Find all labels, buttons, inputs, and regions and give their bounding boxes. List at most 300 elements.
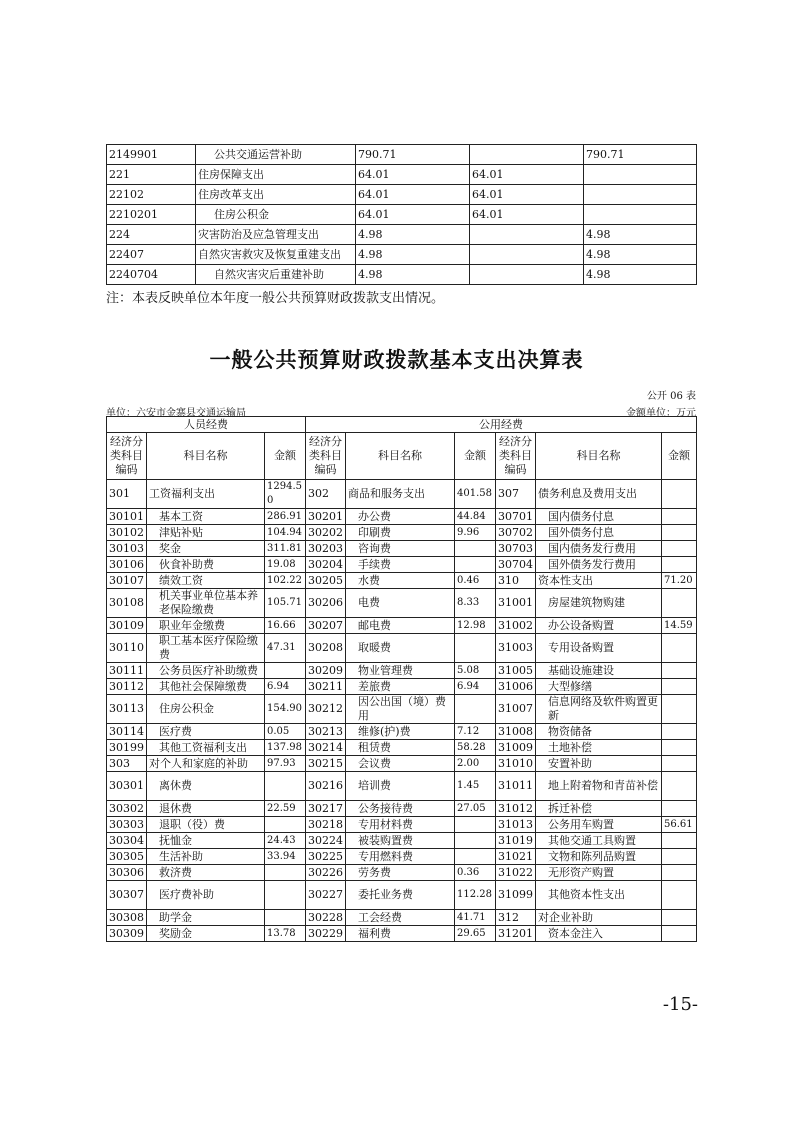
code-cell: 30102 (107, 525, 147, 541)
code-cell: 30202 (306, 525, 346, 541)
table-row (107, 740, 697, 756)
code-cell: 30112 (107, 679, 147, 695)
code-cell: 301 (107, 480, 147, 509)
name-cell: 住房公积金 (196, 205, 356, 225)
amount-cell: 401.58 (455, 480, 496, 509)
amount-cell (662, 910, 697, 926)
name-cell: 工会经费 (346, 910, 455, 926)
code-cell: 31010 (496, 756, 536, 772)
amount-cell: 97.93 (265, 756, 306, 772)
code-cell: 30308 (107, 910, 147, 926)
amount-cell: 5.08 (455, 663, 496, 679)
code-cell: 31008 (496, 724, 536, 740)
table-row (107, 679, 697, 695)
code-cell: 31011 (496, 772, 536, 801)
code-cell: 224 (107, 225, 196, 245)
amount-cell: 64.01 (470, 185, 584, 205)
table-row (107, 509, 697, 525)
name-cell: 被装购置费 (346, 833, 455, 849)
amount-cell: 7.12 (455, 724, 496, 740)
amount-cell (662, 756, 697, 772)
name-cell: 退职（役）费 (147, 817, 265, 833)
name-cell: 国外债务发行费用 (536, 557, 662, 573)
code-cell: 30101 (107, 509, 147, 525)
amount-cell (470, 145, 584, 165)
code-cell: 31007 (496, 695, 536, 724)
top-expenditure-table (106, 144, 697, 285)
code-cell: 30225 (306, 849, 346, 865)
amount-cell: 137.98 (265, 740, 306, 756)
amount-cell: 2.00 (455, 756, 496, 772)
name-cell: 医疗费 (147, 724, 265, 740)
name-cell: 奖金 (147, 541, 265, 557)
amount-cell: 790.71 (356, 145, 470, 165)
amount-cell (455, 541, 496, 557)
name-cell: 物业管理费 (346, 663, 455, 679)
amount-cell: 19.08 (265, 557, 306, 573)
code-cell: 31009 (496, 740, 536, 756)
amount-cell (662, 525, 697, 541)
amount-cell (662, 724, 697, 740)
amount-cell: 6.94 (455, 679, 496, 695)
amount-cell (470, 225, 584, 245)
name-cell: 灾害防治及应急管理支出 (196, 225, 356, 245)
code-cell: 30107 (107, 573, 147, 589)
name-cell: 离休费 (147, 772, 265, 801)
amount-cell (662, 865, 697, 881)
name-cell: 国内债务付息 (536, 509, 662, 525)
table-row (107, 634, 697, 663)
amount-cell: 56.61 (662, 817, 697, 833)
table-row (107, 265, 697, 285)
table-row (107, 833, 697, 849)
name-cell: 劳务费 (346, 865, 455, 881)
table-row (107, 185, 697, 205)
table-row (107, 865, 697, 881)
name-cell: 咨询费 (346, 541, 455, 557)
amount-cell: 0.36 (455, 865, 496, 881)
amount-cell: 4.98 (356, 225, 470, 245)
name-cell: 公务用车购置 (536, 817, 662, 833)
table-row (107, 756, 697, 772)
amount-cell (662, 926, 697, 942)
amount-cell: 105.71 (265, 589, 306, 618)
amount-cell: 24.43 (265, 833, 306, 849)
amount-cell (455, 817, 496, 833)
name-cell: 手续费 (346, 557, 455, 573)
amount-cell: 47.31 (265, 634, 306, 663)
amount-cell: 0.05 (265, 724, 306, 740)
name-cell: 其他交通工具购置 (536, 833, 662, 849)
code-cell: 31099 (496, 881, 536, 910)
amount-cell: 64.01 (356, 165, 470, 185)
amount-cell: 29.65 (455, 926, 496, 942)
amount-cell: 44.84 (455, 509, 496, 525)
name-cell: 无形资产购置 (536, 865, 662, 881)
code-cell: 31012 (496, 801, 536, 817)
amount-cell: 1.45 (455, 772, 496, 801)
name-cell: 因公出国（境）费用 (346, 695, 455, 724)
code-cell: 307 (496, 480, 536, 509)
amount-cell: 12.98 (455, 618, 496, 634)
name-cell: 委托业务费 (346, 881, 455, 910)
table-row (107, 663, 697, 679)
code-cell: 30208 (306, 634, 346, 663)
amount-cell (470, 265, 584, 285)
amount-cell (455, 833, 496, 849)
name-cell: 邮电费 (346, 618, 455, 634)
amount-cell (662, 634, 697, 663)
name-cell: 拆迁补偿 (536, 801, 662, 817)
code-cell: 30218 (306, 817, 346, 833)
group-public-header: 公用经费 (306, 417, 697, 433)
code-cell: 31001 (496, 589, 536, 618)
name-cell: 资本性支出 (536, 573, 662, 589)
amount-cell: 27.05 (455, 801, 496, 817)
name-cell: 其他社会保障缴费 (147, 679, 265, 695)
amount-cell (584, 185, 697, 205)
table-row (107, 926, 697, 942)
code-cell: 30109 (107, 618, 147, 634)
col-amount-header: 金额 (455, 433, 496, 480)
code-cell: 31022 (496, 865, 536, 881)
amount-cell: 64.01 (470, 205, 584, 225)
amount-cell: 4.98 (584, 265, 697, 285)
code-cell: 30209 (306, 663, 346, 679)
col-amount-header: 金额 (662, 433, 697, 480)
code-cell: 30217 (306, 801, 346, 817)
code-cell: 30704 (496, 557, 536, 573)
group-personnel-header: 人员经费 (107, 417, 306, 433)
amount-cell (662, 589, 697, 618)
col-name-header: 科目名称 (346, 433, 455, 480)
amount-cell (662, 663, 697, 679)
amount-cell (265, 817, 306, 833)
name-cell: 大型修缮 (536, 679, 662, 695)
amount-cell (662, 541, 697, 557)
amount-cell: 102.22 (265, 573, 306, 589)
name-cell: 自然灾害救灾及恢复重建支出 (196, 245, 356, 265)
amount-cell (455, 849, 496, 865)
amount-cell: 13.78 (265, 926, 306, 942)
amount-cell: 4.98 (356, 245, 470, 265)
name-cell: 机关事业单位基本养老保险缴费 (147, 589, 265, 618)
code-cell: 22407 (107, 245, 196, 265)
name-cell: 对企业补助 (536, 910, 662, 926)
col-name-header: 科目名称 (147, 433, 265, 480)
amount-cell: 22.59 (265, 801, 306, 817)
col-code-header: 经济分类科目编码 (496, 433, 536, 480)
name-cell: 其他资本性支出 (536, 881, 662, 910)
code-cell: 30309 (107, 926, 147, 942)
code-cell: 31005 (496, 663, 536, 679)
name-cell: 基本工资 (147, 509, 265, 525)
code-cell: 30226 (306, 865, 346, 881)
amount-cell: 64.01 (470, 165, 584, 185)
code-cell: 30701 (496, 509, 536, 525)
amount-cell: 64.01 (356, 185, 470, 205)
code-cell: 30306 (107, 865, 147, 881)
amount-unit-label: 金额单位：万元 (626, 408, 696, 419)
amount-cell (662, 557, 697, 573)
code-cell: 303 (107, 756, 147, 772)
col-name-header: 科目名称 (536, 433, 662, 480)
code-cell: 30305 (107, 849, 147, 865)
name-cell: 福利费 (346, 926, 455, 942)
code-cell: 30213 (306, 724, 346, 740)
name-cell: 住房改革支出 (196, 185, 356, 205)
code-cell: 30307 (107, 881, 147, 910)
table-row (107, 165, 697, 185)
table-row (107, 849, 697, 865)
code-cell: 30114 (107, 724, 147, 740)
name-cell: 工资福利支出 (147, 480, 265, 509)
col-code-header: 经济分类科目编码 (107, 433, 147, 480)
code-cell: 30303 (107, 817, 147, 833)
name-cell: 国外债务付息 (536, 525, 662, 541)
table-row (107, 205, 697, 225)
name-cell: 公共交通运营补助 (196, 145, 356, 165)
name-cell: 国内债务发行费用 (536, 541, 662, 557)
name-cell: 伙食补助费 (147, 557, 265, 573)
amount-cell: 33.94 (265, 849, 306, 865)
amount-cell (584, 205, 697, 225)
name-cell: 职业年金缴费 (147, 618, 265, 634)
code-cell: 31006 (496, 679, 536, 695)
table-row (107, 724, 697, 740)
name-cell: 信息网络及软件购置更新 (536, 695, 662, 724)
code-cell: 30302 (107, 801, 147, 817)
name-cell: 绩效工资 (147, 573, 265, 589)
name-cell: 安置补助 (536, 756, 662, 772)
amount-cell: 154.90 (265, 695, 306, 724)
amount-cell (265, 910, 306, 926)
code-cell: 31201 (496, 926, 536, 942)
amount-cell (265, 772, 306, 801)
amount-cell: 4.98 (584, 225, 697, 245)
code-cell: 30106 (107, 557, 147, 573)
amount-cell: 1294.50 (265, 480, 306, 509)
code-cell: 30207 (306, 618, 346, 634)
table-row (107, 695, 697, 724)
code-cell: 30111 (107, 663, 147, 679)
table-row (107, 881, 697, 910)
code-cell: 30211 (306, 679, 346, 695)
table-row (107, 817, 697, 833)
amount-cell (662, 695, 697, 724)
code-cell: 30229 (306, 926, 346, 942)
code-cell: 302 (306, 480, 346, 509)
name-cell: 办公设备购置 (536, 618, 662, 634)
name-cell: 职工基本医疗保险缴费 (147, 634, 265, 663)
code-cell: 30212 (306, 695, 346, 724)
amount-cell: 6.94 (265, 679, 306, 695)
table-row (107, 145, 697, 165)
name-cell: 会议费 (346, 756, 455, 772)
name-cell: 专用燃料费 (346, 849, 455, 865)
table-row (107, 801, 697, 817)
code-cell: 30227 (306, 881, 346, 910)
amount-cell (455, 557, 496, 573)
form-number: 公开 06 表 (646, 391, 696, 402)
amount-cell: 58.28 (455, 740, 496, 756)
amount-cell: 41.71 (455, 910, 496, 926)
code-cell: 310 (496, 573, 536, 589)
name-cell: 自然灾害灾后重建补助 (196, 265, 356, 285)
code-cell: 30215 (306, 756, 346, 772)
table-row (107, 910, 697, 926)
page-number: -15- (662, 994, 698, 1015)
code-cell: 30702 (496, 525, 536, 541)
name-cell: 其他工资福利支出 (147, 740, 265, 756)
code-cell: 30301 (107, 772, 147, 801)
table-row (107, 225, 697, 245)
table-row (107, 573, 697, 589)
amount-cell (265, 881, 306, 910)
name-cell: 公务接待费 (346, 801, 455, 817)
name-cell: 文物和陈列品购置 (536, 849, 662, 865)
table-row (107, 557, 697, 573)
code-cell: 30110 (107, 634, 147, 663)
name-cell: 住房公积金 (147, 695, 265, 724)
amount-cell: 112.28 (455, 881, 496, 910)
name-cell: 公务员医疗补助缴费 (147, 663, 265, 679)
col-code-header: 经济分类科目编码 (306, 433, 346, 480)
code-cell: 30214 (306, 740, 346, 756)
code-cell: 312 (496, 910, 536, 926)
code-cell: 30205 (306, 573, 346, 589)
code-cell: 30199 (107, 740, 147, 756)
amount-cell: 4.98 (356, 265, 470, 285)
table-row (107, 245, 697, 265)
amount-cell: 4.98 (584, 245, 697, 265)
amount-cell (662, 679, 697, 695)
column-header-row (107, 433, 697, 480)
name-cell: 助学金 (147, 910, 265, 926)
code-cell: 30206 (306, 589, 346, 618)
name-cell: 奖励金 (147, 926, 265, 942)
name-cell: 办公费 (346, 509, 455, 525)
basic-expenditure-table (106, 416, 697, 942)
amount-cell: 790.71 (584, 145, 697, 165)
amount-cell: 9.96 (455, 525, 496, 541)
name-cell: 地上附着物和青苗补偿 (536, 772, 662, 801)
name-cell: 住房保障支出 (196, 165, 356, 185)
amount-cell: 64.01 (356, 205, 470, 225)
name-cell: 专用设备购置 (536, 634, 662, 663)
amount-cell: 71.20 (662, 573, 697, 589)
group-header-row (107, 417, 697, 433)
name-cell: 退休费 (147, 801, 265, 817)
amount-cell (662, 740, 697, 756)
code-cell: 30228 (306, 910, 346, 926)
table-row (107, 480, 697, 509)
amount-cell (662, 801, 697, 817)
name-cell: 津贴补贴 (147, 525, 265, 541)
name-cell: 电费 (346, 589, 455, 618)
amount-cell (662, 480, 697, 509)
code-cell: 31003 (496, 634, 536, 663)
code-cell: 30216 (306, 772, 346, 801)
code-cell: 31013 (496, 817, 536, 833)
amount-cell (455, 695, 496, 724)
amount-cell (662, 772, 697, 801)
amount-cell: 0.46 (455, 573, 496, 589)
amount-cell: 286.91 (265, 509, 306, 525)
amount-cell (662, 849, 697, 865)
code-cell: 221 (107, 165, 196, 185)
name-cell: 取暖费 (346, 634, 455, 663)
code-cell: 31002 (496, 618, 536, 634)
code-cell: 30103 (107, 541, 147, 557)
amount-cell (265, 865, 306, 881)
code-cell: 30108 (107, 589, 147, 618)
table-row (107, 589, 697, 618)
name-cell: 抚恤金 (147, 833, 265, 849)
amount-cell: 16.66 (265, 618, 306, 634)
name-cell: 印刷费 (346, 525, 455, 541)
name-cell: 专用材料费 (346, 817, 455, 833)
name-cell: 对个人和家庭的补助 (147, 756, 265, 772)
name-cell: 培训费 (346, 772, 455, 801)
name-cell: 物资储备 (536, 724, 662, 740)
code-cell: 22102 (107, 185, 196, 205)
amount-cell: 8.33 (455, 589, 496, 618)
name-cell: 医疗费补助 (147, 881, 265, 910)
table-row (107, 772, 697, 801)
code-cell: 2240704 (107, 265, 196, 285)
table-row (107, 618, 697, 634)
name-cell: 资本金注入 (536, 926, 662, 942)
amount-cell (470, 245, 584, 265)
table-row (107, 525, 697, 541)
amount-cell (662, 881, 697, 910)
name-cell: 债务利息及费用支出 (536, 480, 662, 509)
amount-cell: 14.59 (662, 618, 697, 634)
amount-cell: 104.94 (265, 525, 306, 541)
name-cell: 差旅费 (346, 679, 455, 695)
amount-cell (455, 634, 496, 663)
col-amount-header: 金额 (265, 433, 306, 480)
name-cell: 房屋建筑物购建 (536, 589, 662, 618)
amount-cell (265, 663, 306, 679)
code-cell: 30203 (306, 541, 346, 557)
name-cell: 救济费 (147, 865, 265, 881)
code-cell: 30304 (107, 833, 147, 849)
code-cell: 30224 (306, 833, 346, 849)
name-cell: 维修(护)费 (346, 724, 455, 740)
name-cell: 生活补助 (147, 849, 265, 865)
amount-cell: 311.81 (265, 541, 306, 557)
name-cell: 土地补偿 (536, 740, 662, 756)
code-cell: 2210201 (107, 205, 196, 225)
page-title: 一般公共预算财政拨款基本支出决算表 (209, 347, 584, 372)
code-cell: 30703 (496, 541, 536, 557)
code-cell: 30201 (306, 509, 346, 525)
name-cell: 水费 (346, 573, 455, 589)
amount-cell (662, 833, 697, 849)
table-note: 注：本表反映单位本年度一般公共预算财政拨款支出情况。 (106, 291, 445, 306)
code-cell: 31019 (496, 833, 536, 849)
name-cell: 租赁费 (346, 740, 455, 756)
code-cell: 31021 (496, 849, 536, 865)
amount-cell (584, 165, 697, 185)
name-cell: 商品和服务支出 (346, 480, 455, 509)
amount-cell (662, 509, 697, 525)
table-row (107, 541, 697, 557)
unit-label: 单位：六安市金寨县交通运输局 (106, 408, 246, 419)
name-cell: 基础设施建设 (536, 663, 662, 679)
